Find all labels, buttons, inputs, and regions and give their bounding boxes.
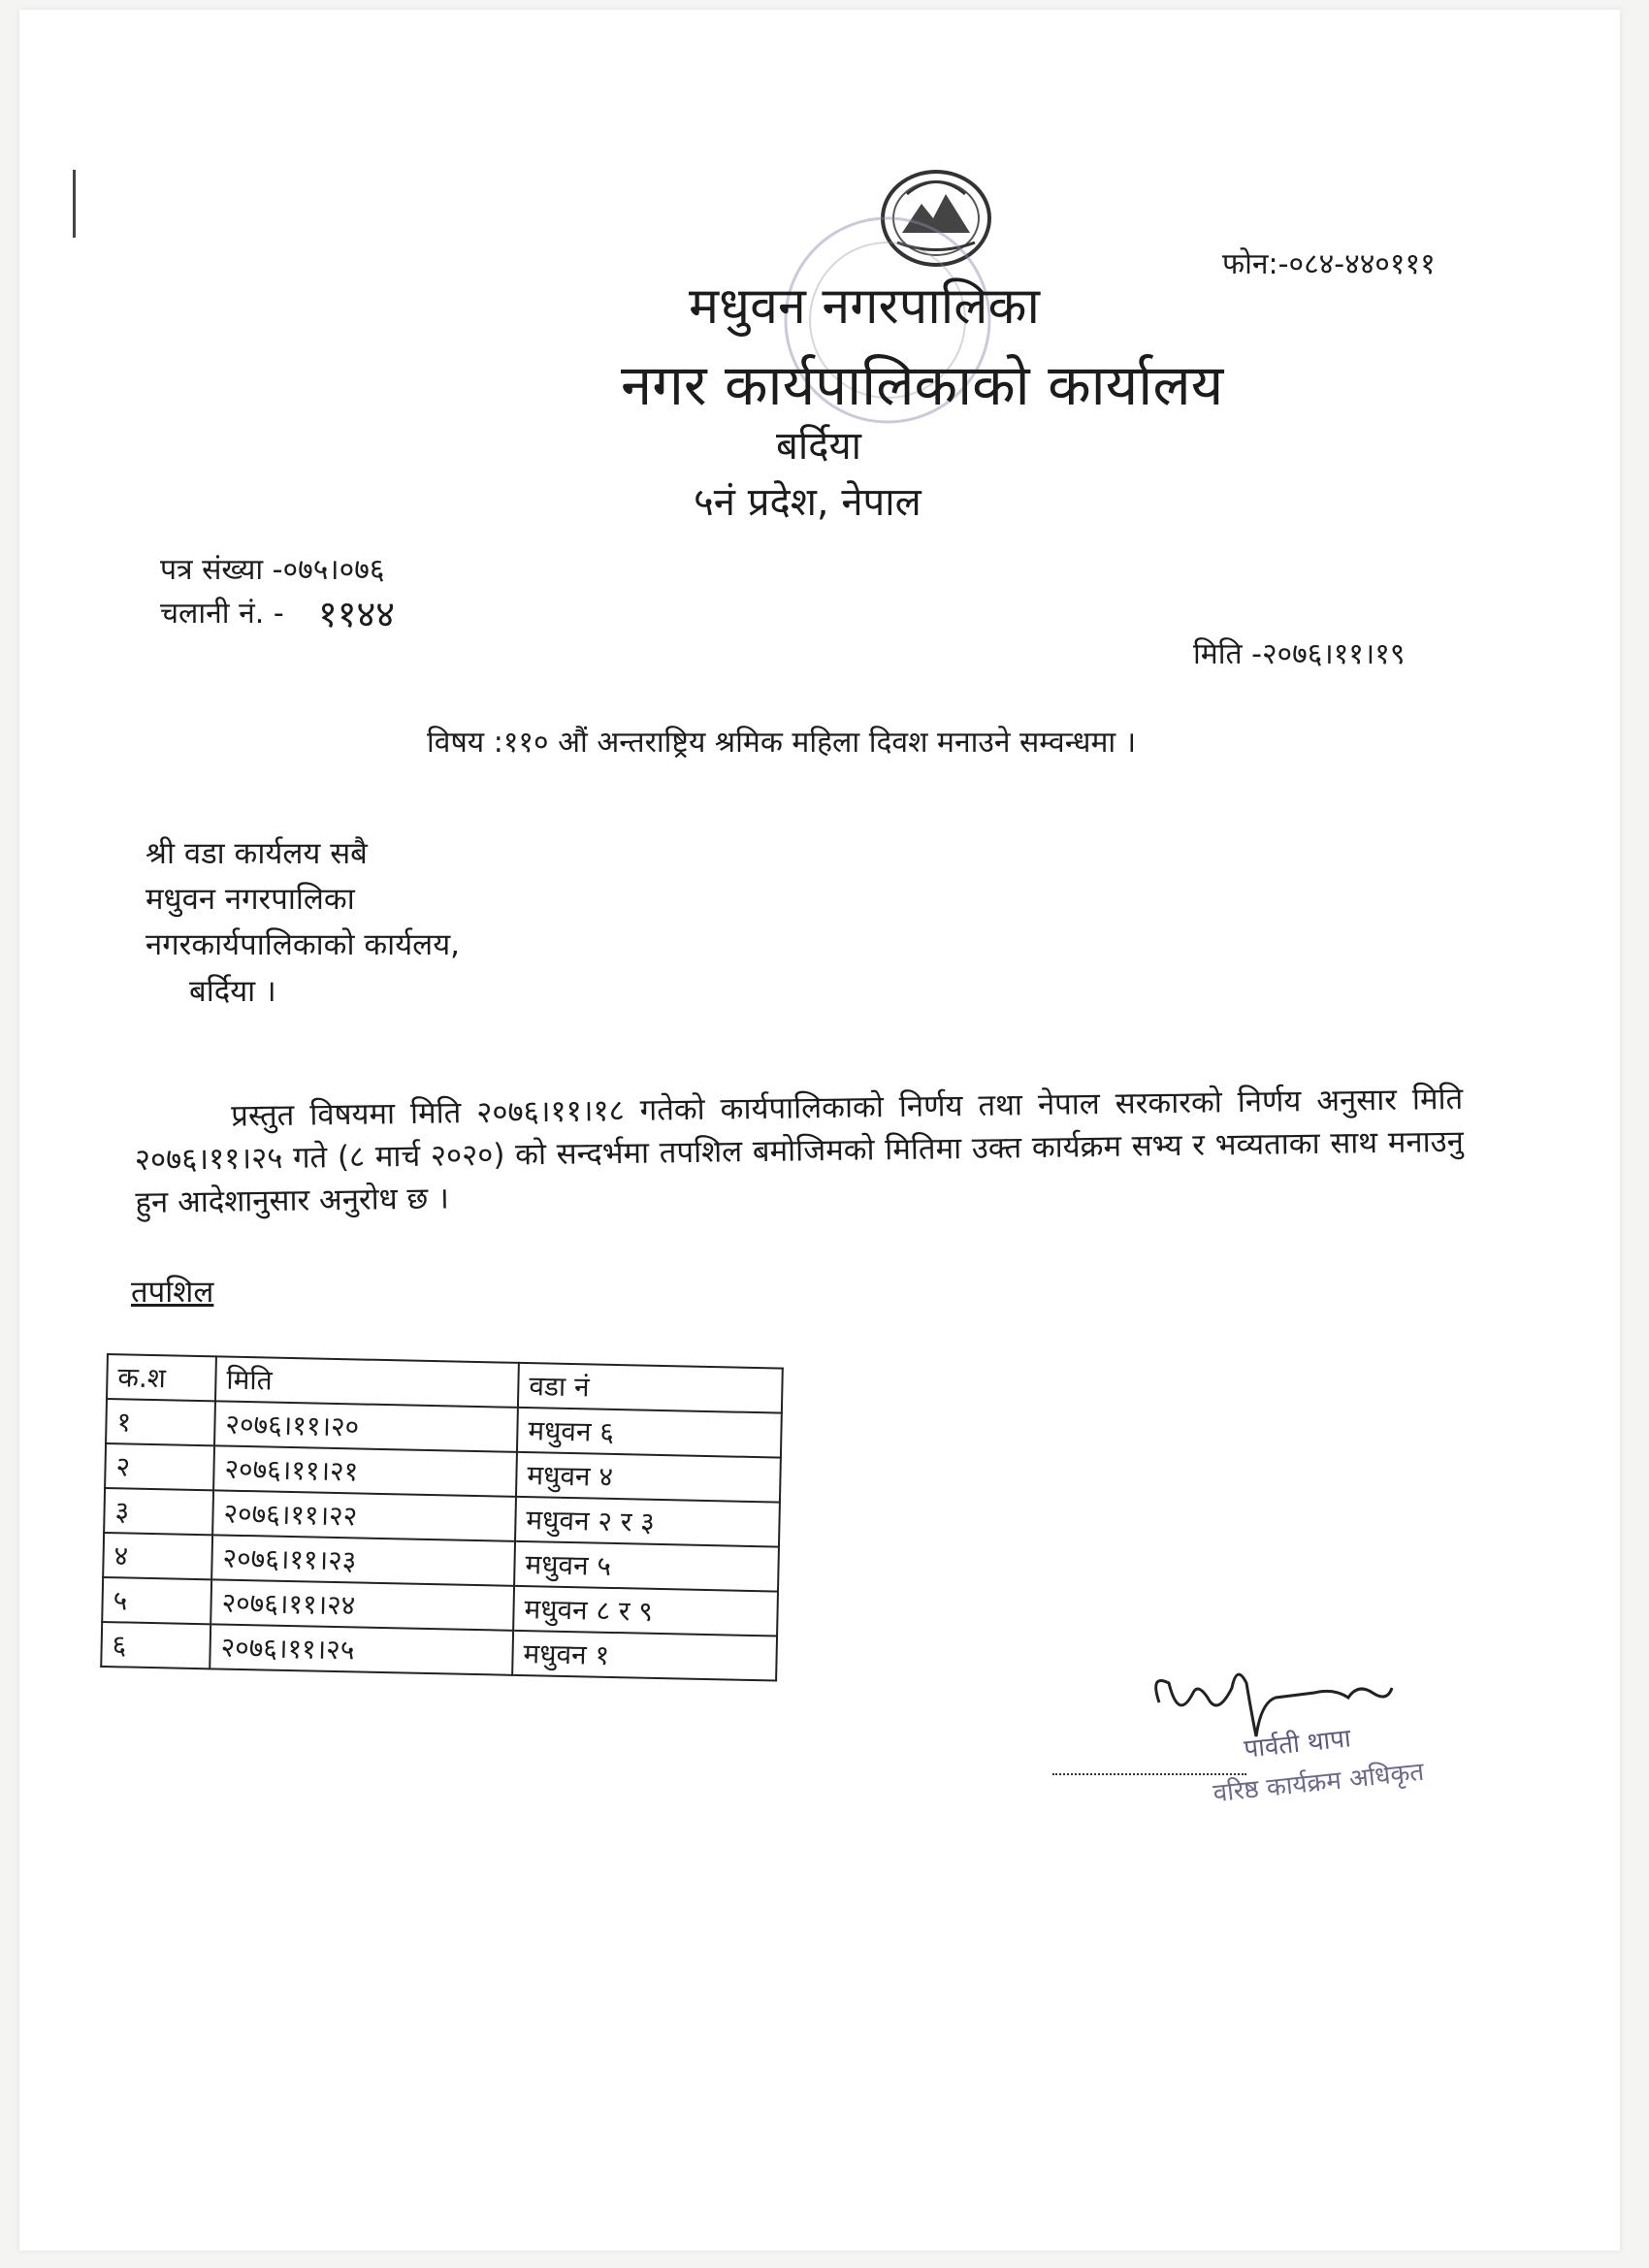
margin-mark [73, 170, 76, 238]
schedule-title: तपशिल [131, 1275, 214, 1310]
body-text: प्रस्तुत विषयमा मिति २०७६।११।१८ गतेको कार्यपालिकाको निर्णय तथा नेपाल सरकारको निर्णय अनुसार मिति २०७६।११।२५ गते (८ मार्च २०२०) को सन्दर्भमा तपशिल बमोजिमको मितिमा उक्त कार्यक्रम सभ्य र भव्यताका साथ मनाउनु हुन आदेशानुसार अनुरोध छ । [134, 1081, 1465, 1220]
schedule-table [100, 1353, 784, 1682]
row-date: २०७६।११।२४ [210, 1579, 514, 1631]
row-date: २०७६।११।२३ [211, 1535, 515, 1586]
phone-number: फोन:-०८४-४४०१११ [1222, 247, 1436, 281]
row-serial: ४ [103, 1533, 212, 1579]
dispatch-number: ११४४ [318, 593, 396, 635]
dispatch-label: चलानी नं. - [160, 597, 284, 631]
header-serial: क.श [107, 1354, 216, 1401]
row-serial: २ [105, 1443, 214, 1490]
signatory-title: वरिष्ठ कार्यक्रम अधिकृत [1212, 1757, 1426, 1809]
letter-date: मिति -२०७६।११।१९ [1193, 637, 1406, 671]
row-date: २०७६।११।२५ [210, 1624, 513, 1675]
row-serial: ३ [104, 1488, 213, 1535]
province-name: ५नं प्रदेश, नेपाल [694, 480, 922, 525]
signatory-name: पार्वती थापा [1242, 1724, 1353, 1765]
row-date: २०७६।११।२१ [213, 1445, 517, 1497]
district-name: बर्दिया [776, 424, 861, 469]
recipient-line-4: बर्दिया । [189, 974, 276, 1009]
row-ward: मधुवन ५ [514, 1541, 779, 1592]
office-name: नगर कार्यपालिकाको कार्यालय [621, 352, 1224, 418]
row-serial: १ [106, 1399, 215, 1445]
row-ward: मधुवन १ [512, 1631, 777, 1681]
letter-page [19, 10, 1620, 2251]
row-serial: ५ [102, 1577, 211, 1624]
recipient-line-2: मधुवन नगरपालिका [146, 882, 355, 917]
letter-reference: पत्र संख्या -०७५।०७६ [160, 553, 385, 587]
letter-subject: विषय :११० औं अन्तराष्ट्रिय श्रमिक महिला दिवश मनाउने सम्वन्धमा । [427, 726, 1137, 760]
recipient-line-3: नगरकार्यपालिकाको कार्यलय, [146, 927, 461, 962]
header-date: मिति [215, 1356, 519, 1408]
recipient-line-1: श्री वडा कार्यलय सबै [146, 836, 368, 871]
row-ward: मधुवन ४ [516, 1452, 781, 1503]
row-date: २०७६।११।२२ [212, 1490, 516, 1541]
row-ward: मधुवन ८ र ९ [513, 1586, 778, 1636]
letter-body [134, 1078, 1465, 1224]
header-ward: वडा नं [518, 1363, 783, 1413]
row-ward: मधुवन ६ [517, 1408, 782, 1458]
row-date: २०७६।११।२० [214, 1401, 518, 1452]
row-serial: ६ [101, 1622, 210, 1669]
municipality-name: मधुवन नगरपालिका [689, 277, 1040, 336]
row-ward: मधुवन २ र ३ [515, 1497, 780, 1547]
